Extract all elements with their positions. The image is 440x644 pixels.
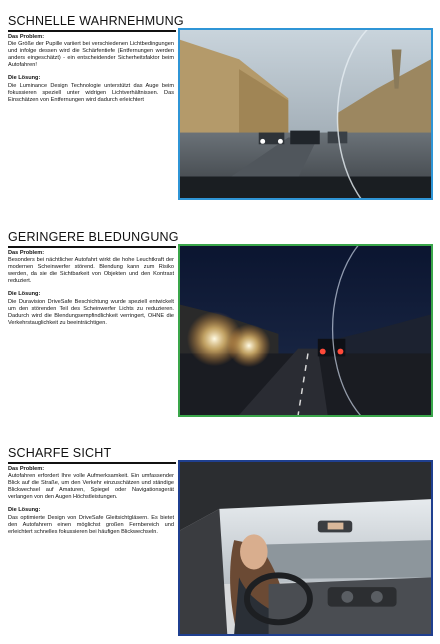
section-title: SCHARFE SICHT <box>8 446 112 460</box>
driver-in-car-photo <box>178 460 433 636</box>
solution-text: Die Luminance Design Technologie unterstützt das Auge beim fokussieren speziell unter widrigen Lichtverhältnissen. Das Einschätzen von Entfernungen wird dadurch erleichtert <box>8 82 174 103</box>
title-divider <box>8 462 176 464</box>
problem-heading: Das Problem: <box>8 250 45 256</box>
problem-heading: Das Problem: <box>8 34 45 40</box>
problem-text: Besonders bei nächtlicher Autofahrt wirkt die hohe Leuchtkraft der modernen Scheinwerfer störend. Blendung kann zum Risiko werden, da sie die Sichtbarkeit von Objekten und den Kontrast reduziert. <box>8 257 174 285</box>
solution-heading: Die Lösung: <box>8 291 41 298</box>
problem-text: Autofahren erfordert Ihre volle Aufmerksamkeit. Ein umfassender Blick auf die Straße, um den Verkehr einzuschätzen und ständige Blickwechsel auf Amaturen, Spiegel oder Navigationsgerät verlangen von den Augen Höchstleistungen. <box>8 473 174 501</box>
section-text <box>8 34 174 110</box>
section-text <box>8 466 174 542</box>
problem-heading: Das Problem: <box>8 466 45 472</box>
problem-text: Die Größe der Pupille variiert bei verschiedenen Lichtbedingungen und infolge dessen wird die Schärfentiefe (Entfernungen werden anders eingeschätzt) - ein entscheidender Sicherheitsfaktor beim Autofahren! <box>8 41 174 69</box>
night-road-headlights-photo <box>178 244 433 417</box>
solution-text: Das optimierte Design von DriveSafe Gleitsichtgläsern. Es bietet den Autofahrern einen möglichst großen Fernbereich und erleichtert schnelles fokussieren bei häufigen Blickwechseln. <box>8 514 174 535</box>
section-text <box>8 250 174 333</box>
section-title: SCHNELLE WAHRNEHMUNG <box>8 14 184 28</box>
solution-heading: Die Lösung: <box>8 75 41 82</box>
solution-text: Die Duravision DriveSafe Beschichtung wurde speziell entwickelt um den störenden Teil des Scheinwerfer Lichts zu reduzieren. Dadurch wird die Blendungsempfindlichkeit verringert, OHNE die Verkehrstauglichkeit zu beeinträchtigen. <box>8 298 174 326</box>
section-title: GERINGERE BLEDUNGUNG <box>8 230 179 244</box>
title-divider <box>8 30 176 32</box>
city-street-through-lens-photo <box>178 28 433 200</box>
title-divider <box>8 246 176 248</box>
solution-heading: Die Lösung: <box>8 507 41 514</box>
